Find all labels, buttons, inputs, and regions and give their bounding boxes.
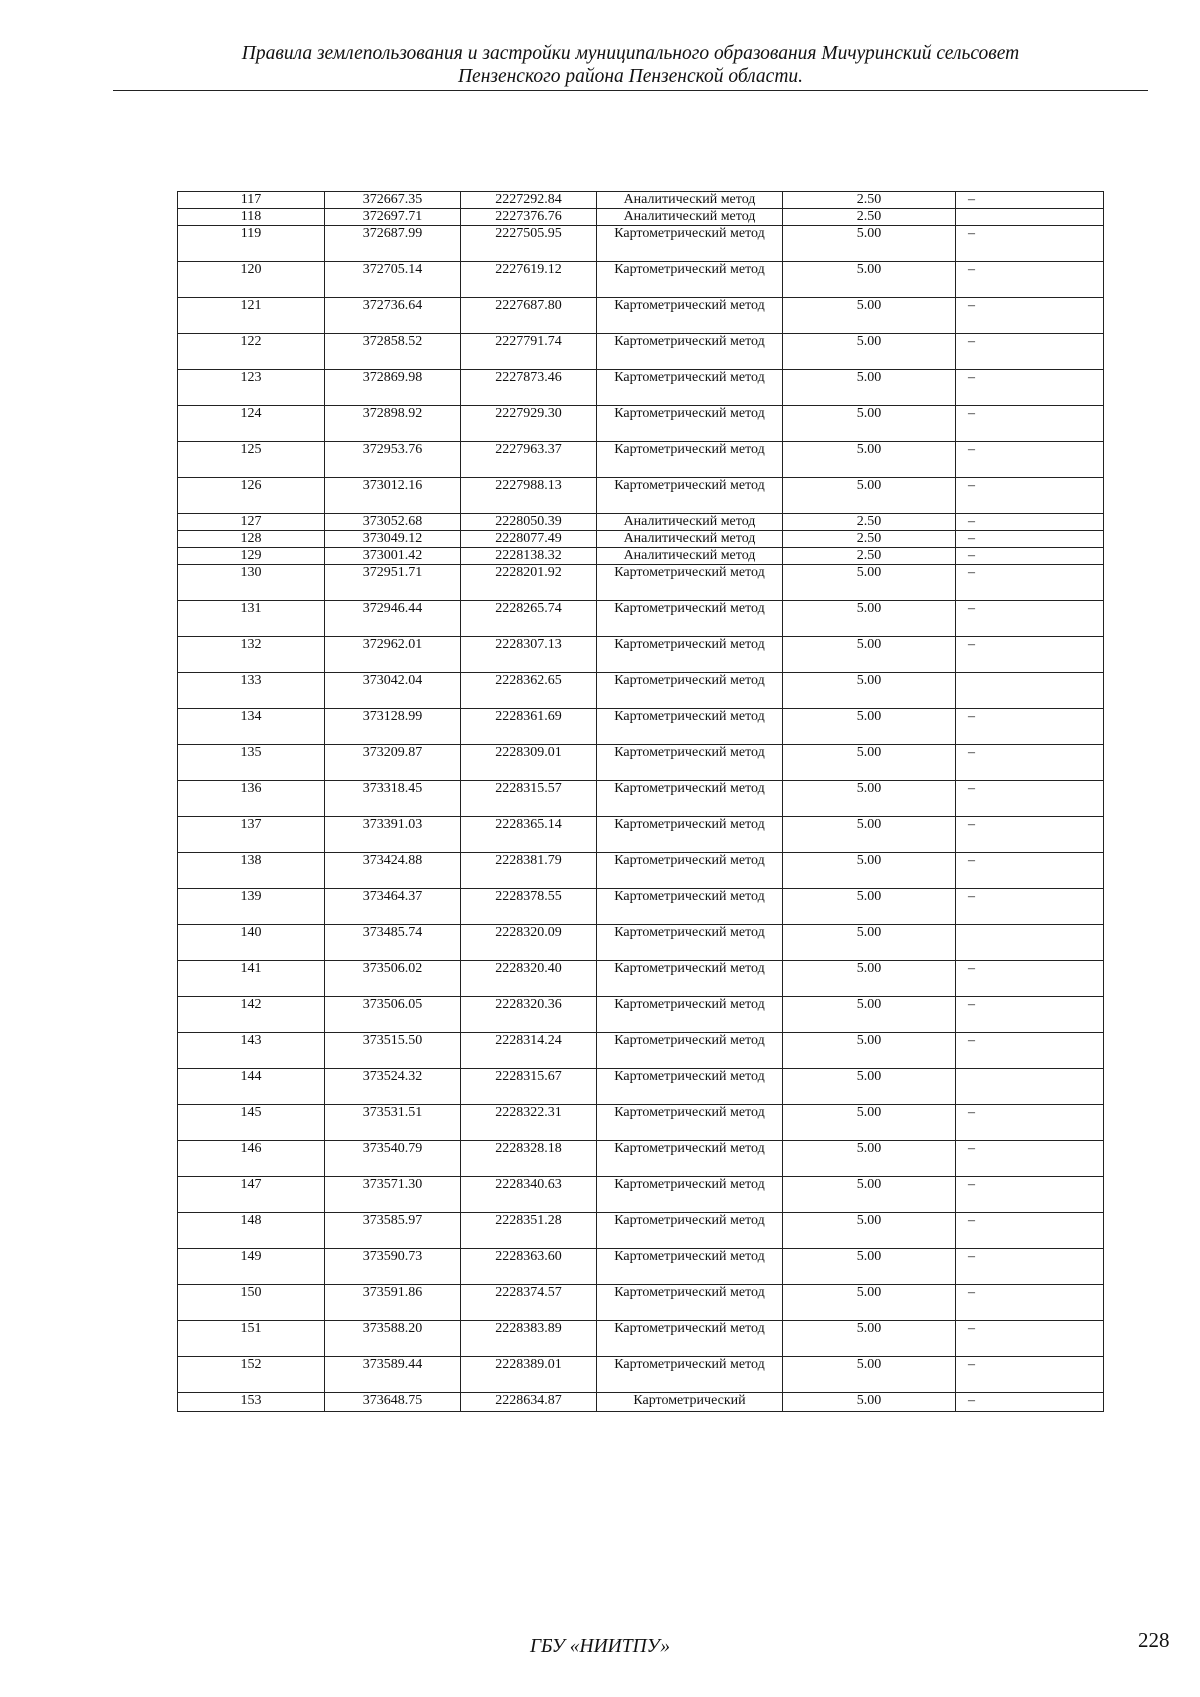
point-number-cell: 132 (178, 637, 325, 673)
accuracy-cell: 5.00 (783, 673, 956, 709)
accuracy-cell: 5.00 (783, 565, 956, 601)
point-number-cell: 134 (178, 709, 325, 745)
accuracy-cell: 5.00 (783, 334, 956, 370)
note-cell: – (956, 226, 1104, 262)
y-coordinate-cell: 2228077.49 (461, 531, 597, 548)
note-cell: – (956, 1105, 1104, 1141)
method-cell: Картометрический метод (597, 673, 783, 709)
y-coordinate-cell: 2228634.87 (461, 1393, 597, 1412)
point-number-cell: 139 (178, 889, 325, 925)
table-row (178, 514, 1104, 531)
y-coordinate-cell: 2227929.30 (461, 406, 597, 442)
table-row (178, 889, 1104, 925)
y-coordinate-cell: 2228362.65 (461, 673, 597, 709)
y-coordinate-cell: 2228322.31 (461, 1105, 597, 1141)
y-coordinate-cell: 2228389.01 (461, 1357, 597, 1393)
method-cell: Картометрический метод (597, 1105, 783, 1141)
point-number-cell: 129 (178, 548, 325, 565)
y-coordinate-cell: 2228378.55 (461, 889, 597, 925)
point-number-cell: 124 (178, 406, 325, 442)
accuracy-cell: 5.00 (783, 817, 956, 853)
y-coordinate-cell: 2228309.01 (461, 745, 597, 781)
table-row (178, 1105, 1104, 1141)
method-cell: Картометрический метод (597, 997, 783, 1033)
accuracy-cell: 5.00 (783, 601, 956, 637)
x-coordinate-cell: 372946.44 (325, 601, 461, 637)
y-coordinate-cell: 2228138.32 (461, 548, 597, 565)
method-cell: Картометрический метод (597, 925, 783, 961)
point-number-cell: 127 (178, 514, 325, 531)
point-number-cell: 138 (178, 853, 325, 889)
x-coordinate-cell: 373506.02 (325, 961, 461, 997)
note-cell (956, 209, 1104, 226)
point-number-cell: 131 (178, 601, 325, 637)
x-coordinate-cell: 372705.14 (325, 262, 461, 298)
note-cell: – (956, 192, 1104, 209)
table-row (178, 961, 1104, 997)
point-number-cell: 140 (178, 925, 325, 961)
x-coordinate-cell: 373531.51 (325, 1105, 461, 1141)
note-cell: – (956, 1393, 1104, 1412)
method-cell: Картометрический метод (597, 565, 783, 601)
point-number-cell: 152 (178, 1357, 325, 1393)
note-cell: – (956, 961, 1104, 997)
table-row (178, 1033, 1104, 1069)
accuracy-cell: 5.00 (783, 1105, 956, 1141)
coordinates-table-body (178, 192, 1104, 1412)
note-cell: – (956, 637, 1104, 673)
point-number-cell: 149 (178, 1249, 325, 1285)
point-number-cell: 120 (178, 262, 325, 298)
header-divider (113, 90, 1148, 91)
x-coordinate-cell: 373648.75 (325, 1393, 461, 1412)
note-cell: – (956, 406, 1104, 442)
accuracy-cell: 5.00 (783, 478, 956, 514)
note-cell (956, 1069, 1104, 1105)
table-row (178, 1321, 1104, 1357)
point-number-cell: 118 (178, 209, 325, 226)
note-cell: – (956, 709, 1104, 745)
method-cell: Картометрический метод (597, 1321, 783, 1357)
method-cell: Картометрический метод (597, 961, 783, 997)
method-cell: Картометрический метод (597, 1285, 783, 1321)
y-coordinate-cell: 2227505.95 (461, 226, 597, 262)
method-cell: Картометрический метод (597, 262, 783, 298)
accuracy-cell: 5.00 (783, 781, 956, 817)
x-coordinate-cell: 372858.52 (325, 334, 461, 370)
accuracy-cell: 2.50 (783, 514, 956, 531)
accuracy-cell: 5.00 (783, 406, 956, 442)
note-cell: – (956, 1357, 1104, 1393)
table-row (178, 565, 1104, 601)
point-number-cell: 130 (178, 565, 325, 601)
accuracy-cell: 5.00 (783, 745, 956, 781)
method-cell: Аналитический метод (597, 192, 783, 209)
x-coordinate-cell: 373485.74 (325, 925, 461, 961)
x-coordinate-cell: 373464.37 (325, 889, 461, 925)
table-row (178, 548, 1104, 565)
y-coordinate-cell: 2228201.92 (461, 565, 597, 601)
x-coordinate-cell: 372898.92 (325, 406, 461, 442)
point-number-cell: 153 (178, 1393, 325, 1412)
table-row (178, 1285, 1104, 1321)
x-coordinate-cell: 373049.12 (325, 531, 461, 548)
table-row (178, 637, 1104, 673)
y-coordinate-cell: 2227873.46 (461, 370, 597, 406)
method-cell: Аналитический метод (597, 548, 783, 565)
x-coordinate-cell: 372962.01 (325, 637, 461, 673)
note-cell: – (956, 1033, 1104, 1069)
x-coordinate-cell: 372687.99 (325, 226, 461, 262)
method-cell: Картометрический метод (597, 1177, 783, 1213)
note-cell (956, 925, 1104, 961)
point-number-cell: 145 (178, 1105, 325, 1141)
x-coordinate-cell: 373001.42 (325, 548, 461, 565)
x-coordinate-cell: 373589.44 (325, 1357, 461, 1393)
y-coordinate-cell: 2228374.57 (461, 1285, 597, 1321)
x-coordinate-cell: 372736.64 (325, 298, 461, 334)
x-coordinate-cell: 372951.71 (325, 565, 461, 601)
x-coordinate-cell: 372869.98 (325, 370, 461, 406)
table-row (178, 745, 1104, 781)
table-row (178, 406, 1104, 442)
x-coordinate-cell: 373318.45 (325, 781, 461, 817)
table-row (178, 298, 1104, 334)
accuracy-cell: 5.00 (783, 853, 956, 889)
method-cell: Картометрический метод (597, 334, 783, 370)
x-coordinate-cell: 373515.50 (325, 1033, 461, 1069)
accuracy-cell: 5.00 (783, 1249, 956, 1285)
method-cell: Картометрический метод (597, 1357, 783, 1393)
note-cell: – (956, 745, 1104, 781)
accuracy-cell: 5.00 (783, 1177, 956, 1213)
footer-organization: ГБУ «НИИТПУ» (529, 1636, 671, 1657)
accuracy-cell: 5.00 (783, 997, 956, 1033)
note-cell: – (956, 1213, 1104, 1249)
accuracy-cell: 2.50 (783, 548, 956, 565)
note-cell: – (956, 548, 1104, 565)
accuracy-cell: 5.00 (783, 298, 956, 334)
x-coordinate-cell: 373424.88 (325, 853, 461, 889)
note-cell: – (956, 442, 1104, 478)
accuracy-cell: 5.00 (783, 1393, 956, 1412)
point-number-cell: 146 (178, 1141, 325, 1177)
point-number-cell: 141 (178, 961, 325, 997)
accuracy-cell: 5.00 (783, 709, 956, 745)
note-cell: – (956, 478, 1104, 514)
y-coordinate-cell: 2228307.13 (461, 637, 597, 673)
note-cell: – (956, 1249, 1104, 1285)
table-row (178, 209, 1104, 226)
x-coordinate-cell: 373591.86 (325, 1285, 461, 1321)
y-coordinate-cell: 2228328.18 (461, 1141, 597, 1177)
table-row (178, 601, 1104, 637)
y-coordinate-cell: 2227376.76 (461, 209, 597, 226)
accuracy-cell: 5.00 (783, 262, 956, 298)
accuracy-cell: 5.00 (783, 889, 956, 925)
y-coordinate-cell: 2228320.36 (461, 997, 597, 1033)
point-number-cell: 128 (178, 531, 325, 548)
table-row (178, 709, 1104, 745)
table-row (178, 781, 1104, 817)
accuracy-cell: 5.00 (783, 1033, 956, 1069)
point-number-cell: 135 (178, 745, 325, 781)
x-coordinate-cell: 373209.87 (325, 745, 461, 781)
x-coordinate-cell: 373588.20 (325, 1321, 461, 1357)
accuracy-cell: 5.00 (783, 1069, 956, 1105)
y-coordinate-cell: 2227963.37 (461, 442, 597, 478)
point-number-cell: 123 (178, 370, 325, 406)
table-row (178, 334, 1104, 370)
x-coordinate-cell: 373571.30 (325, 1177, 461, 1213)
point-number-cell: 137 (178, 817, 325, 853)
method-cell: Картометрический (597, 1393, 783, 1412)
accuracy-cell: 2.50 (783, 209, 956, 226)
x-coordinate-cell: 373012.16 (325, 478, 461, 514)
x-coordinate-cell: 372667.35 (325, 192, 461, 209)
point-number-cell: 136 (178, 781, 325, 817)
x-coordinate-cell: 373052.68 (325, 514, 461, 531)
y-coordinate-cell: 2228315.67 (461, 1069, 597, 1105)
y-coordinate-cell: 2228320.09 (461, 925, 597, 961)
y-coordinate-cell: 2227687.80 (461, 298, 597, 334)
table-row (178, 1357, 1104, 1393)
y-coordinate-cell: 2228381.79 (461, 853, 597, 889)
note-cell: – (956, 1321, 1104, 1357)
table-row (178, 925, 1104, 961)
method-cell: Аналитический метод (597, 209, 783, 226)
note-cell: – (956, 889, 1104, 925)
y-coordinate-cell: 2228351.28 (461, 1213, 597, 1249)
y-coordinate-cell: 2228363.60 (461, 1249, 597, 1285)
x-coordinate-cell: 373506.05 (325, 997, 461, 1033)
method-cell: Картометрический метод (597, 853, 783, 889)
note-cell: – (956, 514, 1104, 531)
accuracy-cell: 5.00 (783, 1213, 956, 1249)
note-cell: – (956, 817, 1104, 853)
method-cell: Картометрический метод (597, 745, 783, 781)
table-row (178, 673, 1104, 709)
point-number-cell: 122 (178, 334, 325, 370)
accuracy-cell: 5.00 (783, 1321, 956, 1357)
note-cell: – (956, 334, 1104, 370)
table-row (178, 192, 1104, 209)
method-cell: Картометрический метод (597, 1141, 783, 1177)
accuracy-cell: 5.00 (783, 226, 956, 262)
method-cell: Картометрический метод (597, 1069, 783, 1105)
table-row (178, 370, 1104, 406)
header-line-1: Правила землепользования и застройки муниципального образования Мичуринский сельсовет (241, 43, 1020, 64)
table-row (178, 1069, 1104, 1105)
point-number-cell: 151 (178, 1321, 325, 1357)
x-coordinate-cell: 373585.97 (325, 1213, 461, 1249)
table-row (178, 1177, 1104, 1213)
method-cell: Картометрический метод (597, 1213, 783, 1249)
note-cell: – (956, 531, 1104, 548)
point-number-cell: 117 (178, 192, 325, 209)
accuracy-cell: 5.00 (783, 370, 956, 406)
page-number: 228 (1138, 1628, 1170, 1652)
accuracy-cell: 2.50 (783, 192, 956, 209)
note-cell: – (956, 565, 1104, 601)
method-cell: Картометрический метод (597, 478, 783, 514)
accuracy-cell: 5.00 (783, 637, 956, 673)
note-cell (956, 673, 1104, 709)
table-row (178, 817, 1104, 853)
point-number-cell: 119 (178, 226, 325, 262)
point-number-cell: 150 (178, 1285, 325, 1321)
method-cell: Картометрический метод (597, 817, 783, 853)
x-coordinate-cell: 373524.32 (325, 1069, 461, 1105)
point-number-cell: 126 (178, 478, 325, 514)
point-number-cell: 148 (178, 1213, 325, 1249)
accuracy-cell: 5.00 (783, 1285, 956, 1321)
method-cell: Картометрический метод (597, 442, 783, 478)
accuracy-cell: 5.00 (783, 1357, 956, 1393)
table-row (178, 226, 1104, 262)
method-cell: Картометрический метод (597, 1033, 783, 1069)
table-row (178, 442, 1104, 478)
table-row (178, 531, 1104, 548)
accuracy-cell: 2.50 (783, 531, 956, 548)
point-number-cell: 147 (178, 1177, 325, 1213)
method-cell: Картометрический метод (597, 370, 783, 406)
point-number-cell: 121 (178, 298, 325, 334)
x-coordinate-cell: 372697.71 (325, 209, 461, 226)
y-coordinate-cell: 2227619.12 (461, 262, 597, 298)
x-coordinate-cell: 372953.76 (325, 442, 461, 478)
y-coordinate-cell: 2228340.63 (461, 1177, 597, 1213)
document-header (113, 42, 1148, 88)
note-cell: – (956, 997, 1104, 1033)
table-row (178, 1141, 1104, 1177)
y-coordinate-cell: 2227292.84 (461, 192, 597, 209)
method-cell: Аналитический метод (597, 531, 783, 548)
note-cell: – (956, 262, 1104, 298)
method-cell: Картометрический метод (597, 1249, 783, 1285)
coordinates-table (177, 191, 1104, 1412)
table-row (178, 1213, 1104, 1249)
x-coordinate-cell: 373391.03 (325, 817, 461, 853)
y-coordinate-cell: 2228361.69 (461, 709, 597, 745)
accuracy-cell: 5.00 (783, 1141, 956, 1177)
note-cell: – (956, 1285, 1104, 1321)
x-coordinate-cell: 373590.73 (325, 1249, 461, 1285)
y-coordinate-cell: 2228383.89 (461, 1321, 597, 1357)
note-cell: – (956, 1177, 1104, 1213)
method-cell: Картометрический метод (597, 781, 783, 817)
method-cell: Картометрический метод (597, 298, 783, 334)
x-coordinate-cell: 373540.79 (325, 1141, 461, 1177)
point-number-cell: 144 (178, 1069, 325, 1105)
accuracy-cell: 5.00 (783, 961, 956, 997)
point-number-cell: 143 (178, 1033, 325, 1069)
method-cell: Картометрический метод (597, 637, 783, 673)
table-row (178, 1249, 1104, 1285)
accuracy-cell: 5.00 (783, 442, 956, 478)
note-cell: – (956, 853, 1104, 889)
method-cell: Картометрический метод (597, 889, 783, 925)
note-cell: – (956, 1141, 1104, 1177)
header-line-2: Пензенского района Пензенской области. (457, 66, 804, 87)
table-row (178, 1393, 1104, 1412)
point-number-cell: 142 (178, 997, 325, 1033)
y-coordinate-cell: 2227988.13 (461, 478, 597, 514)
note-cell: – (956, 781, 1104, 817)
x-coordinate-cell: 373042.04 (325, 673, 461, 709)
y-coordinate-cell: 2228050.39 (461, 514, 597, 531)
y-coordinate-cell: 2228314.24 (461, 1033, 597, 1069)
note-cell: – (956, 298, 1104, 334)
table-row (178, 997, 1104, 1033)
accuracy-cell: 5.00 (783, 925, 956, 961)
note-cell: – (956, 601, 1104, 637)
y-coordinate-cell: 2228315.57 (461, 781, 597, 817)
point-number-cell: 133 (178, 673, 325, 709)
table-row (178, 478, 1104, 514)
point-number-cell: 125 (178, 442, 325, 478)
method-cell: Картометрический метод (597, 226, 783, 262)
y-coordinate-cell: 2228265.74 (461, 601, 597, 637)
note-cell: – (956, 370, 1104, 406)
method-cell: Картометрический метод (597, 406, 783, 442)
table-row (178, 262, 1104, 298)
method-cell: Картометрический метод (597, 601, 783, 637)
y-coordinate-cell: 2228320.40 (461, 961, 597, 997)
method-cell: Аналитический метод (597, 514, 783, 531)
y-coordinate-cell: 2228365.14 (461, 817, 597, 853)
x-coordinate-cell: 373128.99 (325, 709, 461, 745)
method-cell: Картометрический метод (597, 709, 783, 745)
table-row (178, 853, 1104, 889)
y-coordinate-cell: 2227791.74 (461, 334, 597, 370)
